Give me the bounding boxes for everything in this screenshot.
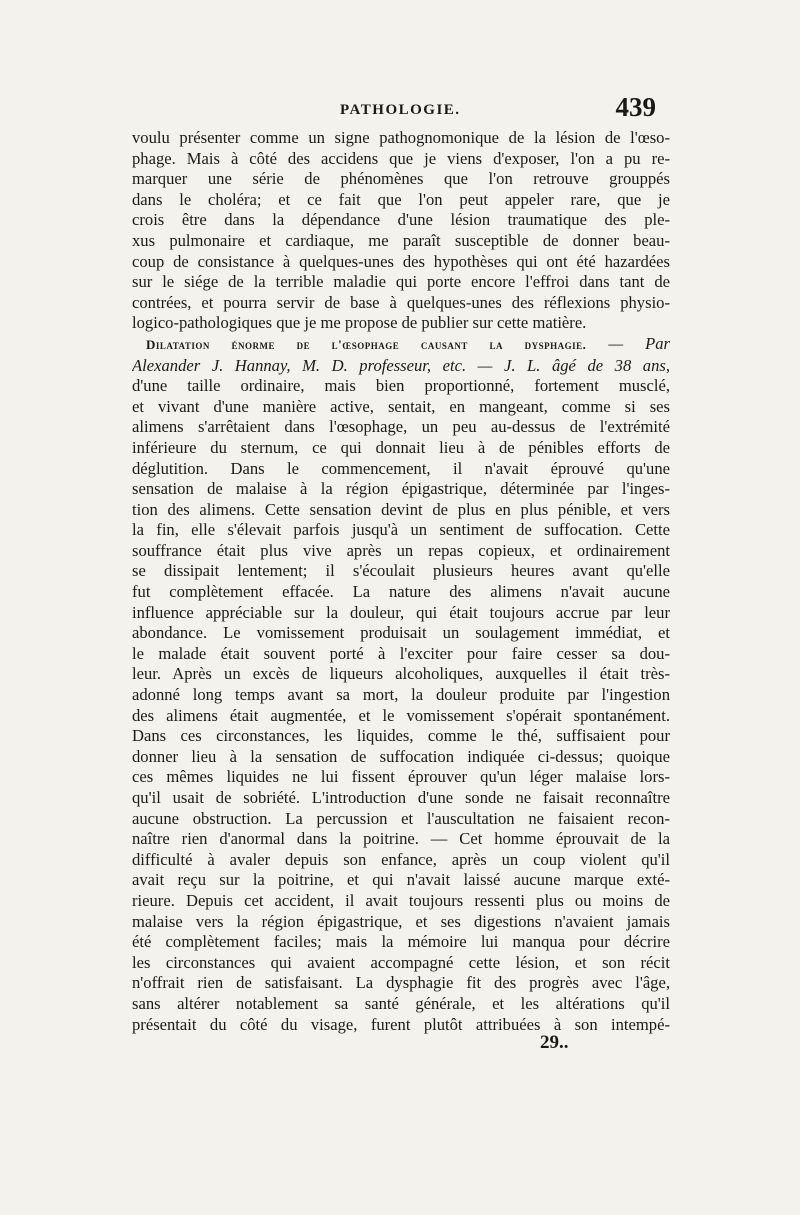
text-line: déglutition. Dans le commencement, il n'avait éprouvé qu'une bbox=[132, 458, 670, 478]
text-line: n'offrait rien de satisfaisant. La dysphagie fit des progrès avec l'âge, bbox=[132, 973, 670, 993]
text-line: naître rien d'anormal dans la poitrine. — Cet homme éprouvait de la bbox=[132, 829, 670, 849]
text-line: été complètement faciles; mais la mémoire lui manqua pour décrire bbox=[132, 932, 670, 952]
text-line: abondance. Le vomissement produisait un soulagement immédiat, et bbox=[132, 623, 670, 643]
text-line: influence appréciable sur la douleur, qui était toujours accrue par leur bbox=[132, 602, 670, 622]
text-line: sur le siége de la terrible maladie qui porte encore l'effroi dans tant de bbox=[132, 272, 670, 292]
text-line: souffrance était plus vive après un repas copieux, et ordinairement bbox=[132, 540, 670, 560]
text-line: présentait du côté du visage, furent plutôt attribuées à son intempé- bbox=[132, 1014, 670, 1034]
text-line: malaise vers la région épigastrique, et ses digestions n'avaient jamais bbox=[132, 911, 670, 931]
page-header bbox=[130, 88, 670, 128]
text-line: ces mêmes liquides ne lui fissent éprouver qu'un léger malaise lors- bbox=[132, 767, 670, 787]
text-line: adonné long temps avant sa mort, la douleur produite par l'ingestion bbox=[132, 685, 670, 705]
text-line: dans le choléra; et ce fait que l'on peut appeler rare, que je bbox=[132, 189, 670, 209]
text-line: phage. Mais à côté des accidens que je viens d'exposer, l'on a pu re- bbox=[132, 148, 670, 168]
body-text bbox=[132, 128, 670, 1035]
text-line: difficulté à avaler depuis son enfance, après un coup violent qu'il bbox=[132, 849, 670, 869]
text-line: qu'il usait de sobriété. L'introduction d'une sonde ne faisait reconnaître bbox=[132, 788, 670, 807]
text-line: inférieure du sternum, ce qui donnait lieu à de pénibles efforts de bbox=[132, 437, 670, 457]
text-line: le malade était souvent porté à l'exciter pour faire cesser sa dou- bbox=[132, 643, 670, 663]
text-line: aucune obstruction. La percussion et l'auscultation ne faisaient recon- bbox=[132, 808, 670, 828]
text-line: la fin, elle s'élevait parfois jusqu'à un sentiment de suffocation. Cette bbox=[132, 520, 670, 540]
text-line: Dans ces circonstances, les liquides, comme le thé, suffisaient pour bbox=[132, 726, 670, 746]
running-title: PATHOLOGIE. bbox=[340, 102, 461, 118]
text-line: logico-pathologiques que je me propose de publier sur cette matière. bbox=[132, 313, 587, 333]
text-line: sensation de malaise à la région épigastrique, déterminée par l'inges- bbox=[132, 479, 670, 499]
text-line: d'une taille ordinaire, mais bien proportionné, fortement musclé, bbox=[132, 376, 670, 396]
text-line: donner lieu à la sensation de suffocation indiquée ci-dessus; quoique bbox=[132, 746, 670, 766]
text-line: se dissipait lentement; il s'écoulait plusieurs heures avant qu'elle bbox=[132, 561, 670, 581]
text-line: contrées, et pourra servir de base à quelques-unes des réflexions physio- bbox=[132, 292, 670, 312]
text-line: tion des alimens. Cette sensation devint de plus en plus pénible, et vers bbox=[132, 499, 670, 519]
article-title: Dilatation énorme de l'œsophage causant la dysphagie. bbox=[146, 336, 587, 352]
article-heading bbox=[132, 334, 670, 356]
text-line: les circonstances qui avaient accompagné cette lésion, et son récit bbox=[132, 952, 670, 972]
text-line: leur. Après un excès de liqueurs alcoholiques, auxquelles il était très- bbox=[132, 664, 670, 684]
text-line: alimens s'arrêtaient dans l'œsophage, un peu au-dessus de l'extrémité bbox=[132, 417, 670, 437]
text-line: Alexander J. Hannay, M. D. professeur, etc. — J. L. âgé de 38 ans, bbox=[132, 355, 670, 375]
text-line: voulu présenter comme un signe pathognomonique de la lésion de l'œso- bbox=[132, 128, 670, 147]
signature-mark: 29.. bbox=[540, 1032, 569, 1053]
text-line: et vivant d'une manière active, sentait, en mangeant, comme si ses bbox=[132, 396, 670, 416]
text-line: rieure. Depuis cet accident, il avait toujours ressenti plus ou moins de bbox=[132, 890, 670, 910]
text-line: crois être dans la dépendance d'une lésion traumatique des ple- bbox=[132, 210, 670, 230]
text-line: coup de consistance à quelques-unes des hypothèses qui ont été hazardées bbox=[132, 251, 670, 271]
text-line: fut complètement effacée. La nature des alimens n'avait aucune bbox=[132, 582, 670, 602]
page-number: 439 bbox=[615, 92, 656, 122]
article-title-suffix: — Par bbox=[586, 333, 670, 353]
text-line: avait reçu sur la poitrine, et qui n'avait laissé aucune marque exté- bbox=[132, 870, 670, 890]
text-line: des alimens était augmentée, et le vomissement s'opérait spontanément. bbox=[132, 705, 670, 725]
text-line: xus pulmonaire et cardiaque, me paraît susceptible de donner beau- bbox=[132, 230, 670, 250]
text-line: sans altérer notablement sa santé générale, et les altérations qu'il bbox=[132, 993, 670, 1013]
text-line: marquer une série de phénomènes que l'on retrouve grouppés bbox=[132, 169, 670, 189]
